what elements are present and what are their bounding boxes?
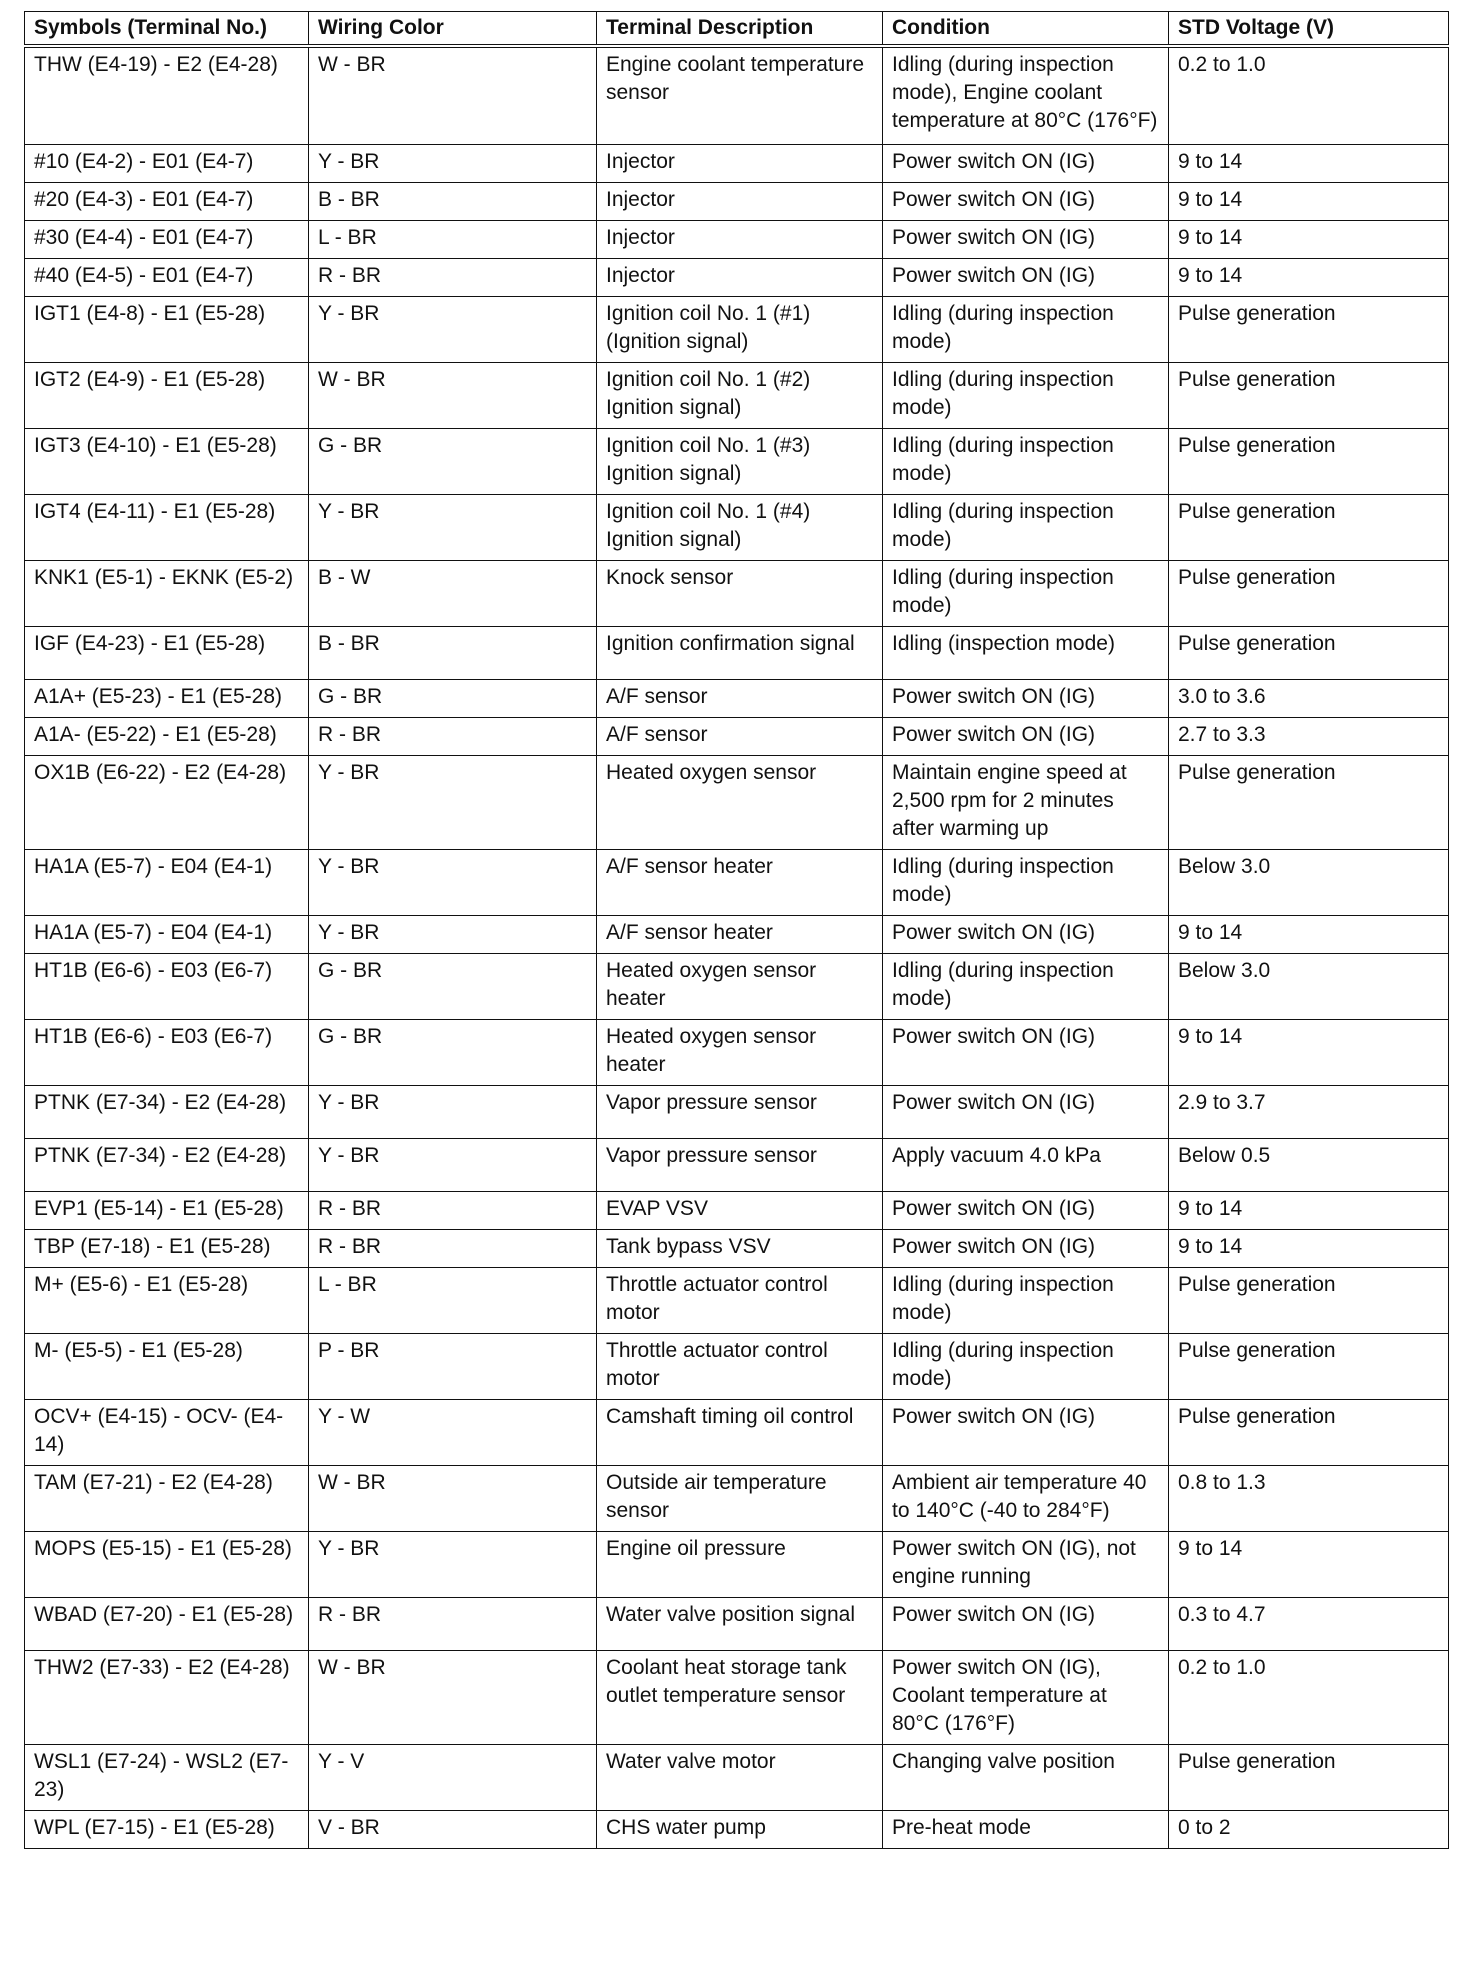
cell-std-voltage: 0.8 to 1.3 — [1169, 1465, 1449, 1531]
cell-symbols: WSL1 (E7-24) - WSL2 (E7-23) — [25, 1744, 309, 1810]
cell-condition: Power switch ON (IG) — [883, 144, 1169, 182]
cell-wiring-color: R - BR — [309, 1191, 597, 1229]
table-row — [25, 428, 1449, 494]
cell-terminal-description: Ignition coil No. 1 (#3) Ignition signal) — [597, 428, 883, 494]
cell-symbols: WBAD (E7-20) - E1 (E5-28) — [25, 1597, 309, 1650]
cell-wiring-color: Y - BR — [309, 849, 597, 915]
cell-terminal-description: CHS water pump — [597, 1810, 883, 1848]
table-row — [25, 46, 1449, 144]
cell-std-voltage: Pulse generation — [1169, 1333, 1449, 1399]
cell-symbols: #20 (E4-3) - E01 (E4-7) — [25, 182, 309, 220]
cell-std-voltage: Pulse generation — [1169, 494, 1449, 560]
cell-terminal-description: Throttle actuator control motor — [597, 1333, 883, 1399]
cell-std-voltage: 0 to 2 — [1169, 1810, 1449, 1848]
cell-wiring-color: Y - BR — [309, 1531, 597, 1597]
cell-symbols: PTNK (E7-34) - E2 (E4-28) — [25, 1138, 309, 1191]
table-row — [25, 1191, 1449, 1229]
cell-symbols: M+ (E5-6) - E1 (E5-28) — [25, 1267, 309, 1333]
table-row — [25, 953, 1449, 1019]
cell-terminal-description: A/F sensor heater — [597, 915, 883, 953]
table-row — [25, 1019, 1449, 1085]
table-row — [25, 296, 1449, 362]
cell-terminal-description: Injector — [597, 220, 883, 258]
cell-terminal-description: Injector — [597, 144, 883, 182]
cell-symbols: EVP1 (E5-14) - E1 (E5-28) — [25, 1191, 309, 1229]
cell-wiring-color: P - BR — [309, 1333, 597, 1399]
cell-symbols: THW2 (E7-33) - E2 (E4-28) — [25, 1650, 309, 1744]
table-row — [25, 560, 1449, 626]
cell-wiring-color: W - BR — [309, 1465, 597, 1531]
cell-terminal-description: Throttle actuator control motor — [597, 1267, 883, 1333]
cell-condition: Maintain engine speed at 2,500 rpm for 2 minutes after warming up — [883, 755, 1169, 849]
cell-wiring-color: Y - BR — [309, 1085, 597, 1138]
header-wiring-color: Wiring Color — [309, 12, 597, 47]
cell-terminal-description: Injector — [597, 258, 883, 296]
cell-std-voltage: 2.7 to 3.3 — [1169, 717, 1449, 755]
cell-condition: Power switch ON (IG) — [883, 1191, 1169, 1229]
header-std-voltage: STD Voltage (V) — [1169, 12, 1449, 47]
table-row — [25, 717, 1449, 755]
table-row — [25, 849, 1449, 915]
cell-std-voltage: Pulse generation — [1169, 626, 1449, 679]
cell-wiring-color: L - BR — [309, 1267, 597, 1333]
cell-condition: Idling (during inspection mode) — [883, 296, 1169, 362]
table-row — [25, 915, 1449, 953]
table-row — [25, 182, 1449, 220]
table-row — [25, 1531, 1449, 1597]
cell-std-voltage: Pulse generation — [1169, 560, 1449, 626]
cell-symbols: WPL (E7-15) - E1 (E5-28) — [25, 1810, 309, 1848]
table-row — [25, 755, 1449, 849]
cell-std-voltage: 9 to 14 — [1169, 1191, 1449, 1229]
cell-symbols: #30 (E4-4) - E01 (E4-7) — [25, 220, 309, 258]
cell-condition: Power switch ON (IG) — [883, 258, 1169, 296]
cell-symbols: A1A- (E5-22) - E1 (E5-28) — [25, 717, 309, 755]
cell-condition: Changing valve position — [883, 1744, 1169, 1810]
cell-wiring-color: Y - W — [309, 1399, 597, 1465]
cell-condition: Power switch ON (IG) — [883, 1019, 1169, 1085]
table-row — [25, 1810, 1449, 1848]
cell-terminal-description: Ignition coil No. 1 (#4) Ignition signal) — [597, 494, 883, 560]
cell-wiring-color: Y - V — [309, 1744, 597, 1810]
table-row — [25, 220, 1449, 258]
cell-terminal-description: Coolant heat storage tank outlet temperature sensor — [597, 1650, 883, 1744]
cell-symbols: HA1A (E5-7) - E04 (E4-1) — [25, 849, 309, 915]
cell-symbols: IGT1 (E4-8) - E1 (E5-28) — [25, 296, 309, 362]
cell-wiring-color: R - BR — [309, 1229, 597, 1267]
cell-condition: Power switch ON (IG) — [883, 1085, 1169, 1138]
table-row — [25, 1085, 1449, 1138]
table-row — [25, 362, 1449, 428]
cell-std-voltage: 9 to 14 — [1169, 220, 1449, 258]
cell-wiring-color: R - BR — [309, 1597, 597, 1650]
cell-condition: Idling (during inspection mode), Engine coolant temperature at 80°C (176°F) — [883, 46, 1169, 144]
table-row — [25, 1138, 1449, 1191]
cell-condition: Power switch ON (IG) — [883, 1597, 1169, 1650]
cell-symbols: OX1B (E6-22) - E2 (E4-28) — [25, 755, 309, 849]
cell-terminal-description: Heated oxygen sensor — [597, 755, 883, 849]
cell-wiring-color: Y - BR — [309, 296, 597, 362]
cell-condition: Power switch ON (IG) — [883, 1229, 1169, 1267]
cell-std-voltage: 0.2 to 1.0 — [1169, 1650, 1449, 1744]
cell-terminal-description: Heated oxygen sensor heater — [597, 953, 883, 1019]
cell-condition: Idling (during inspection mode) — [883, 1333, 1169, 1399]
cell-wiring-color: Y - BR — [309, 494, 597, 560]
cell-std-voltage: 3.0 to 3.6 — [1169, 679, 1449, 717]
cell-terminal-description: Engine coolant temperature sensor — [597, 46, 883, 144]
cell-symbols: M- (E5-5) - E1 (E5-28) — [25, 1333, 309, 1399]
cell-wiring-color: G - BR — [309, 679, 597, 717]
cell-std-voltage: 9 to 14 — [1169, 258, 1449, 296]
table-row — [25, 494, 1449, 560]
cell-symbols: #40 (E4-5) - E01 (E4-7) — [25, 258, 309, 296]
cell-std-voltage: 0.3 to 4.7 — [1169, 1597, 1449, 1650]
table-row — [25, 1597, 1449, 1650]
cell-condition: Idling (during inspection mode) — [883, 953, 1169, 1019]
cell-terminal-description: EVAP VSV — [597, 1191, 883, 1229]
cell-condition: Idling (during inspection mode) — [883, 1267, 1169, 1333]
cell-wiring-color: V - BR — [309, 1810, 597, 1848]
cell-condition: Power switch ON (IG) — [883, 717, 1169, 755]
cell-condition: Ambient air temperature 40 to 140°C (-40 to 284°F) — [883, 1465, 1169, 1531]
cell-std-voltage: 9 to 14 — [1169, 1229, 1449, 1267]
cell-symbols: THW (E4-19) - E2 (E4-28) — [25, 46, 309, 144]
cell-std-voltage: 9 to 14 — [1169, 182, 1449, 220]
cell-symbols: IGT3 (E4-10) - E1 (E5-28) — [25, 428, 309, 494]
cell-std-voltage: 9 to 14 — [1169, 1531, 1449, 1597]
cell-wiring-color: R - BR — [309, 717, 597, 755]
cell-std-voltage: Pulse generation — [1169, 1267, 1449, 1333]
cell-terminal-description: Injector — [597, 182, 883, 220]
cell-symbols: OCV+ (E4-15) - OCV- (E4-14) — [25, 1399, 309, 1465]
cell-condition: Idling (during inspection mode) — [883, 560, 1169, 626]
cell-symbols: IGF (E4-23) - E1 (E5-28) — [25, 626, 309, 679]
cell-std-voltage: Pulse generation — [1169, 1399, 1449, 1465]
cell-terminal-description: Ignition coil No. 1 (#1) (Ignition signal) — [597, 296, 883, 362]
cell-wiring-color: Y - BR — [309, 755, 597, 849]
header-symbols: Symbols (Terminal No.) — [25, 12, 309, 47]
cell-condition: Power switch ON (IG) — [883, 1399, 1169, 1465]
cell-condition: Idling (during inspection mode) — [883, 428, 1169, 494]
cell-symbols: TBP (E7-18) - E1 (E5-28) — [25, 1229, 309, 1267]
cell-std-voltage: 9 to 14 — [1169, 1019, 1449, 1085]
terminal-voltage-table — [24, 11, 1449, 1849]
table-row — [25, 144, 1449, 182]
cell-wiring-color: B - W — [309, 560, 597, 626]
table-row — [25, 1744, 1449, 1810]
cell-std-voltage: 2.9 to 3.7 — [1169, 1085, 1449, 1138]
header-row — [25, 12, 1449, 47]
cell-terminal-description: Ignition coil No. 1 (#2) Ignition signal) — [597, 362, 883, 428]
table-row — [25, 258, 1449, 296]
table-row — [25, 1333, 1449, 1399]
cell-terminal-description: A/F sensor — [597, 717, 883, 755]
cell-symbols: #10 (E4-2) - E01 (E4-7) — [25, 144, 309, 182]
cell-terminal-description: Ignition confirmation signal — [597, 626, 883, 679]
cell-symbols: MOPS (E5-15) - E1 (E5-28) — [25, 1531, 309, 1597]
cell-wiring-color: R - BR — [309, 258, 597, 296]
cell-wiring-color: Y - BR — [309, 1138, 597, 1191]
cell-wiring-color: B - BR — [309, 626, 597, 679]
cell-std-voltage: 9 to 14 — [1169, 915, 1449, 953]
cell-wiring-color: B - BR — [309, 182, 597, 220]
cell-condition: Power switch ON (IG) — [883, 220, 1169, 258]
cell-symbols: PTNK (E7-34) - E2 (E4-28) — [25, 1085, 309, 1138]
cell-symbols: HA1A (E5-7) - E04 (E4-1) — [25, 915, 309, 953]
cell-condition: Idling (during inspection mode) — [883, 362, 1169, 428]
cell-symbols: IGT4 (E4-11) - E1 (E5-28) — [25, 494, 309, 560]
cell-symbols: IGT2 (E4-9) - E1 (E5-28) — [25, 362, 309, 428]
table-body — [25, 46, 1449, 1848]
cell-condition: Idling (during inspection mode) — [883, 849, 1169, 915]
cell-wiring-color: W - BR — [309, 1650, 597, 1744]
cell-std-voltage: Pulse generation — [1169, 428, 1449, 494]
table-row — [25, 1650, 1449, 1744]
cell-condition: Power switch ON (IG) — [883, 679, 1169, 717]
table-row — [25, 1465, 1449, 1531]
cell-std-voltage: Below 0.5 — [1169, 1138, 1449, 1191]
cell-terminal-description: Vapor pressure sensor — [597, 1138, 883, 1191]
cell-wiring-color: G - BR — [309, 428, 597, 494]
cell-condition: Pre-heat mode — [883, 1810, 1169, 1848]
cell-condition: Power switch ON (IG) — [883, 182, 1169, 220]
cell-terminal-description: Water valve position signal — [597, 1597, 883, 1650]
cell-terminal-description: Vapor pressure sensor — [597, 1085, 883, 1138]
cell-terminal-description: A/F sensor — [597, 679, 883, 717]
cell-terminal-description: A/F sensor heater — [597, 849, 883, 915]
cell-std-voltage: Below 3.0 — [1169, 849, 1449, 915]
cell-symbols: HT1B (E6-6) - E03 (E6-7) — [25, 953, 309, 1019]
cell-wiring-color: L - BR — [309, 220, 597, 258]
cell-wiring-color: W - BR — [309, 46, 597, 144]
cell-condition: Idling (during inspection mode) — [883, 494, 1169, 560]
cell-std-voltage: Pulse generation — [1169, 296, 1449, 362]
cell-std-voltage: Pulse generation — [1169, 362, 1449, 428]
table-row — [25, 626, 1449, 679]
table-header — [25, 12, 1449, 47]
cell-std-voltage: 0.2 to 1.0 — [1169, 46, 1449, 144]
table-row — [25, 1229, 1449, 1267]
cell-terminal-description: Camshaft timing oil control — [597, 1399, 883, 1465]
cell-wiring-color: Y - BR — [309, 915, 597, 953]
cell-symbols: A1A+ (E5-23) - E1 (E5-28) — [25, 679, 309, 717]
table-row — [25, 1267, 1449, 1333]
cell-wiring-color: Y - BR — [309, 144, 597, 182]
cell-condition: Idling (inspection mode) — [883, 626, 1169, 679]
cell-condition: Power switch ON (IG), Coolant temperature at 80°C (176°F) — [883, 1650, 1169, 1744]
cell-wiring-color: W - BR — [309, 362, 597, 428]
header-terminal-description: Terminal Description — [597, 12, 883, 47]
cell-condition: Power switch ON (IG) — [883, 915, 1169, 953]
cell-symbols: KNK1 (E5-1) - EKNK (E5-2) — [25, 560, 309, 626]
cell-terminal-description: Tank bypass VSV — [597, 1229, 883, 1267]
cell-condition: Apply vacuum 4.0 kPa — [883, 1138, 1169, 1191]
cell-std-voltage: Pulse generation — [1169, 1744, 1449, 1810]
cell-std-voltage: 9 to 14 — [1169, 144, 1449, 182]
cell-std-voltage: Pulse generation — [1169, 755, 1449, 849]
cell-condition: Power switch ON (IG), not engine running — [883, 1531, 1169, 1597]
cell-wiring-color: G - BR — [309, 953, 597, 1019]
cell-terminal-description: Heated oxygen sensor heater — [597, 1019, 883, 1085]
cell-symbols: HT1B (E6-6) - E03 (E6-7) — [25, 1019, 309, 1085]
table-row — [25, 1399, 1449, 1465]
cell-terminal-description: Knock sensor — [597, 560, 883, 626]
cell-wiring-color: G - BR — [309, 1019, 597, 1085]
table-row — [25, 679, 1449, 717]
cell-terminal-description: Engine oil pressure — [597, 1531, 883, 1597]
header-condition: Condition — [883, 12, 1169, 47]
cell-symbols: TAM (E7-21) - E2 (E4-28) — [25, 1465, 309, 1531]
cell-terminal-description: Outside air temperature sensor — [597, 1465, 883, 1531]
cell-std-voltage: Below 3.0 — [1169, 953, 1449, 1019]
cell-terminal-description: Water valve motor — [597, 1744, 883, 1810]
